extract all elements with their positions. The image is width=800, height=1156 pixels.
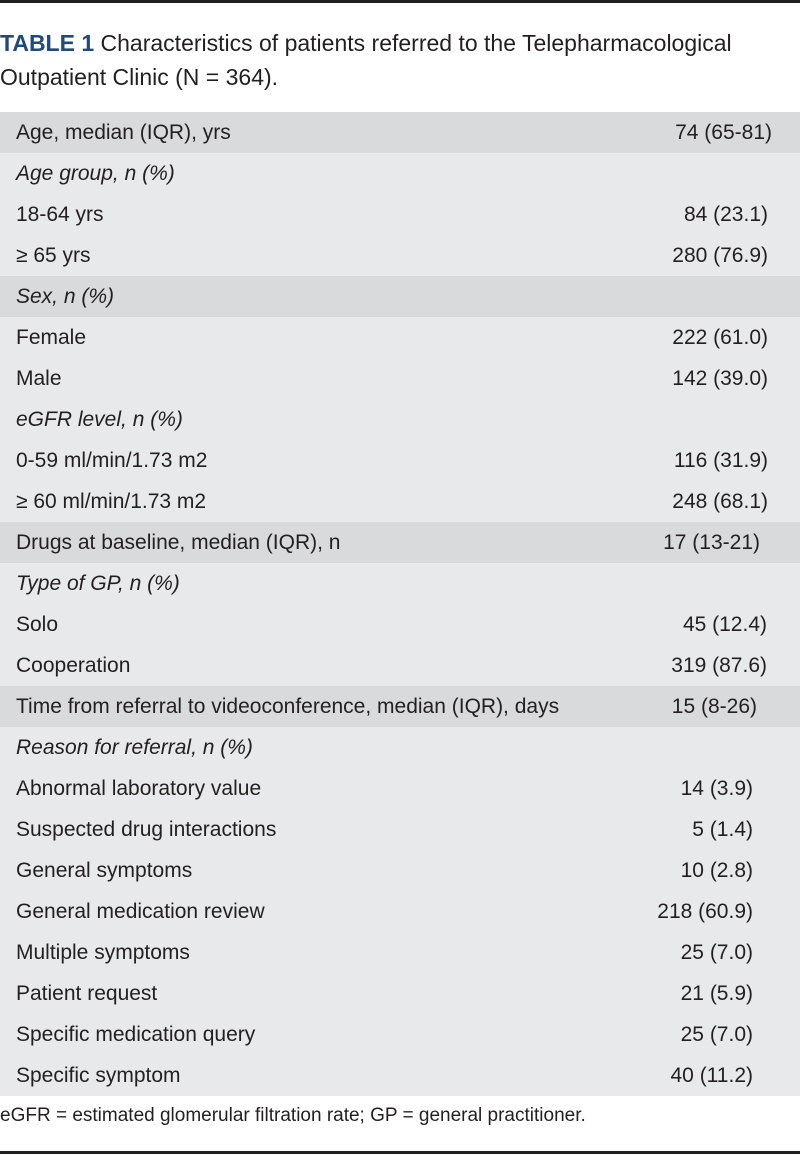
table-row xyxy=(0,358,800,399)
table-group-row xyxy=(0,399,800,440)
characteristics-table xyxy=(0,112,800,1096)
row-value: 222 (61.0) xyxy=(638,317,800,358)
table-row xyxy=(0,891,800,932)
row-label: 18-64 yrs xyxy=(0,194,638,235)
table-row xyxy=(0,522,800,563)
row-value: 15 (8-26) xyxy=(638,686,800,727)
row-label: Type of GP, n (%) xyxy=(0,563,638,604)
row-label: Female xyxy=(0,317,638,358)
row-label: Multiple symptoms xyxy=(0,932,638,973)
table-group-row xyxy=(0,727,800,768)
table-group-row xyxy=(0,276,800,317)
table-group-row xyxy=(0,153,800,194)
table-footnote: eGFR = estimated glomerular filtration rate; GP = general practitioner. xyxy=(0,1105,586,1126)
row-label: General medication review xyxy=(0,891,638,932)
row-value: 14 (3.9) xyxy=(638,768,800,809)
row-value: 280 (76.9) xyxy=(638,235,800,276)
table-row xyxy=(0,1055,800,1096)
table-row xyxy=(0,194,800,235)
row-value xyxy=(638,563,800,604)
row-label: Specific symptom xyxy=(0,1055,638,1096)
row-label: Cooperation xyxy=(0,645,638,686)
row-value: 45 (12.4) xyxy=(638,604,800,645)
top-rule xyxy=(0,0,800,3)
table-row xyxy=(0,1014,800,1055)
row-value: 142 (39.0) xyxy=(638,358,800,399)
table-row xyxy=(0,809,800,850)
row-value xyxy=(638,727,800,768)
row-value: 21 (5.9) xyxy=(638,973,800,1014)
row-label: Specific medication query xyxy=(0,1014,638,1055)
row-value: 25 (7.0) xyxy=(638,1014,800,1055)
row-label: Time from referral to videoconference, median (IQR), days xyxy=(0,686,638,727)
row-value: 10 (2.8) xyxy=(638,850,800,891)
table-row xyxy=(0,317,800,358)
row-label: 0-59 ml/min/1.73 m2 xyxy=(0,440,638,481)
bottom-rule xyxy=(0,1151,800,1154)
table-caption xyxy=(0,26,790,94)
row-label: ≥ 60 ml/min/1.73 m2 xyxy=(0,481,638,522)
table-label: TABLE 1 xyxy=(0,30,95,56)
row-label: Patient request xyxy=(0,973,638,1014)
row-value: 17 (13-21) xyxy=(638,522,800,563)
row-value: 74 (65-81) xyxy=(638,112,800,153)
row-value: 84 (23.1) xyxy=(638,194,800,235)
table-row xyxy=(0,481,800,522)
table-row xyxy=(0,112,800,153)
row-value xyxy=(638,276,800,317)
row-label: Solo xyxy=(0,604,638,645)
row-label: eGFR level, n (%) xyxy=(0,399,638,440)
table-row xyxy=(0,768,800,809)
row-label: Male xyxy=(0,358,638,399)
table-row xyxy=(0,850,800,891)
row-label: ≥ 65 yrs xyxy=(0,235,638,276)
table-group-row xyxy=(0,563,800,604)
row-value: 25 (7.0) xyxy=(638,932,800,973)
table-row xyxy=(0,440,800,481)
table-row xyxy=(0,932,800,973)
table-row xyxy=(0,645,800,686)
row-value: 248 (68.1) xyxy=(638,481,800,522)
row-value: 319 (87.6) xyxy=(638,645,800,686)
table-row xyxy=(0,604,800,645)
row-label: Drugs at baseline, median (IQR), n xyxy=(0,522,638,563)
row-value xyxy=(638,153,800,194)
row-value: 116 (31.9) xyxy=(638,440,800,481)
row-label: General symptoms xyxy=(0,850,638,891)
caption-text: Characteristics of patients referred to the Telepharmacological Outpatient Clinic (N = 364). xyxy=(0,30,732,90)
row-value: 40 (11.2) xyxy=(638,1055,800,1096)
row-label: Abnormal laboratory value xyxy=(0,768,638,809)
table-row xyxy=(0,235,800,276)
row-value: 5 (1.4) xyxy=(638,809,800,850)
row-value xyxy=(638,399,800,440)
row-value: 218 (60.9) xyxy=(638,891,800,932)
table-body xyxy=(0,112,800,1096)
table-row xyxy=(0,973,800,1014)
row-label: Sex, n (%) xyxy=(0,276,638,317)
row-label: Age group, n (%) xyxy=(0,153,638,194)
table-row xyxy=(0,686,800,727)
row-label: Age, median (IQR), yrs xyxy=(0,112,638,153)
row-label: Reason for referral, n (%) xyxy=(0,727,638,768)
row-label: Suspected drug interactions xyxy=(0,809,638,850)
